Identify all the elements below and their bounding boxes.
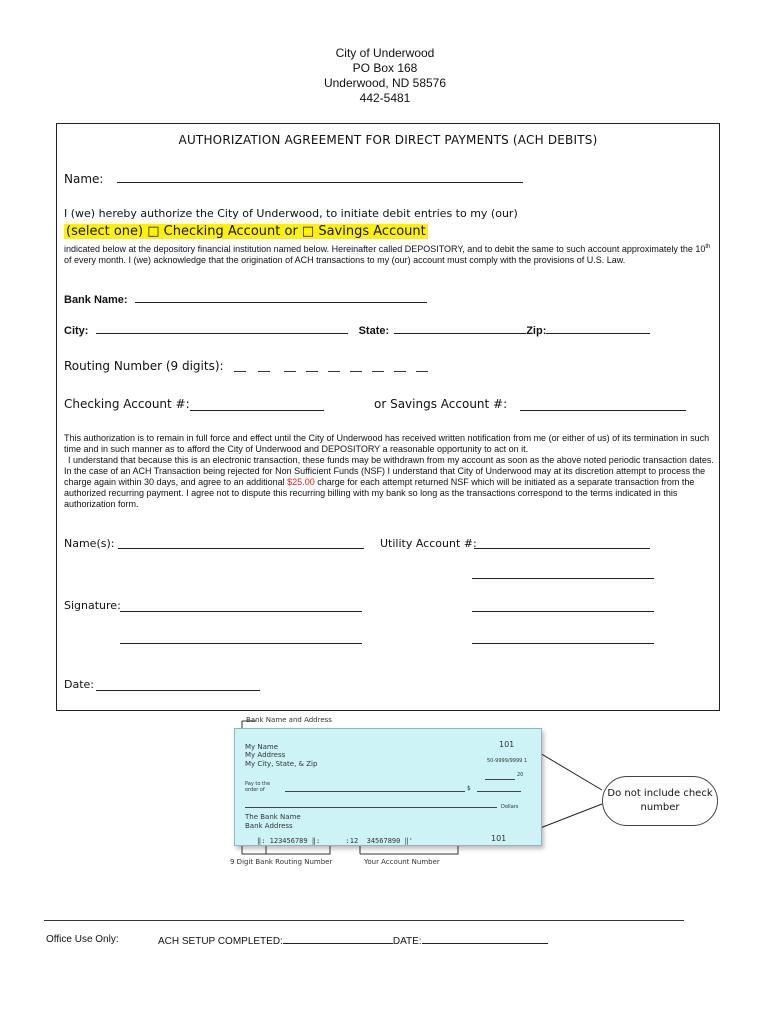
routing-digit-boxes[interactable] (234, 362, 434, 372)
check-date-line (485, 773, 515, 780)
po-box: PO Box 168 (352, 61, 418, 75)
city-field[interactable] (96, 323, 348, 334)
routing-digit[interactable] (284, 371, 296, 372)
zip-label: Zip: (526, 325, 547, 337)
micr-routing-symbol: ‖: (257, 837, 270, 845)
check-amount-line (477, 787, 521, 792)
utility-account-field-3[interactable] (472, 601, 654, 612)
micr-end-symbol: ‖' (400, 837, 413, 845)
routing-digit[interactable] (394, 371, 406, 372)
micr-separator: ‖: : (307, 837, 350, 845)
check-bank-address: Bank Address (245, 822, 293, 830)
signature-field-2[interactable] (120, 633, 362, 644)
check-dollars-label: Dollars (501, 804, 519, 810)
check-dollar-sign: $ (467, 785, 471, 792)
routing-digit[interactable] (306, 371, 318, 372)
name-label: Name: (64, 172, 104, 186)
office-date-label: DATE: (392, 936, 422, 947)
routing-digit[interactable] (350, 371, 362, 372)
utility-account-field-2[interactable] (472, 568, 654, 579)
micr-routing: 123456789 (269, 837, 308, 845)
checking-account-field[interactable] (190, 400, 324, 411)
routing-digit[interactable] (372, 371, 384, 372)
micr-account: 34567890 (366, 837, 401, 845)
names-field[interactable] (118, 538, 364, 549)
para2-bc (64, 455, 716, 510)
signature-field[interactable] (120, 601, 362, 612)
date-label: Date: (64, 678, 94, 691)
check-number-bottom: 101 (491, 834, 507, 843)
office-use-label: Office Use Only: (46, 934, 119, 945)
authorize-text: I (we) hereby authorize the City of Underwood, to initiate debit entries to my (our) (64, 207, 518, 220)
zip-field[interactable] (546, 323, 650, 334)
check-fraction: 50-9999/9999 1 (487, 758, 528, 764)
check-pay-to: Pay to the order of (245, 781, 271, 793)
para1-sup: th (705, 244, 711, 250)
bank-name-address-caption: Bank Name and Address (246, 716, 332, 724)
form-title: AUTHORIZATION AGREEMENT FOR DIRECT PAYMENTS (ACH DEBITS) (178, 133, 598, 147)
check-micr-line (257, 837, 413, 845)
check-my-name: My Name (245, 743, 279, 751)
city-name: City of Underwood (335, 46, 435, 60)
utility-account-field-4[interactable] (472, 633, 654, 644)
account-caption: Your Account Number (364, 858, 440, 866)
savings-account-field[interactable] (520, 400, 686, 411)
phone-number: 442-5481 (359, 91, 411, 105)
signature-label: Signature: (64, 599, 121, 612)
office-date-field[interactable] (422, 934, 548, 944)
routing-digit[interactable] (416, 371, 428, 372)
utility-account-field[interactable] (474, 538, 650, 549)
state-field[interactable] (394, 323, 526, 334)
bank-name-label: Bank Name: (64, 294, 128, 306)
para2-b: I understand that because this is an electronic transaction, these funds may be withdrawn from my account as soon as the above noted periodic transaction dates. In the case of an ACH Transaction being rejected for Non Sufficient Funds (NSF) I understand that City of Underwood may at its discretion attempt to process the charge again within 30 days, and agree to an additional (64, 455, 714, 487)
check-payee-line (285, 787, 465, 792)
routing-digit[interactable] (258, 371, 270, 372)
ach-setup-row (158, 934, 548, 947)
check-written-amount-line (245, 803, 497, 808)
para2-c: charge for each attempt returned NSF which will be initiated as a separate transaction from the authorized recurring payment. I agree not to dispute this recurring billing with my bank so long as the transactions correspond to the terms indicated in this authorization form. (64, 477, 695, 509)
depository-paragraph (64, 242, 716, 266)
names-label: Name(s): (64, 537, 115, 550)
para1-b: of every month. I (we) acknowledge that the origination of ACH transactions to my (our) account must comply with the provisions of U.S. Law. (64, 255, 626, 265)
city-label: City: (64, 325, 89, 337)
check-my-address: My Address (245, 751, 286, 759)
check-bank-name: The Bank Name (245, 813, 301, 821)
ach-setup-field[interactable] (283, 934, 393, 944)
routing-label: Routing Number (9 digits): (64, 359, 224, 373)
date-field[interactable] (96, 680, 260, 691)
check-number-top: 101 (499, 740, 515, 749)
ach-setup-label: ACH SETUP COMPLETED: (158, 936, 283, 947)
micr-prefix: 12 (349, 837, 359, 845)
routing-digit[interactable] (234, 371, 246, 372)
nsf-fee: $25.00 (287, 477, 315, 487)
check-date-suffix: 20 (517, 772, 524, 778)
check-number-callout: Do not include check number (602, 776, 718, 826)
para1-a: indicated below at the depository financial institution named below. Hereinafter called DEPOSITORY, and to debit the same to such account approximately the 10 (64, 244, 706, 254)
check-my-city: My City, State, & Zip (245, 760, 318, 768)
or-savings-label: or Savings Account #: (374, 397, 508, 411)
account-type-select[interactable]: (select one) □ Checking Account or □ Savings Account (66, 224, 426, 239)
bank-name-row (64, 292, 427, 306)
name-row (64, 172, 523, 186)
office-divider (44, 920, 684, 921)
routing-digit[interactable] (328, 371, 340, 372)
para2-a: This authorization is to remain in full force and effect until the City of Underwood has received written notification from me (or either of us) of its termination in such time and in such manner as to afford the City of Underwood and DEPOSITORY a reasonable opportunity to act on it. (64, 433, 710, 454)
terms-paragraph (64, 433, 716, 510)
checking-row (64, 397, 190, 411)
name-field[interactable] (117, 172, 523, 183)
sample-check (234, 728, 542, 846)
utility-account-label: Utility Account #: (380, 537, 477, 550)
routing-row (64, 359, 224, 373)
state-label: State: (358, 325, 390, 337)
bank-name-field[interactable] (135, 292, 427, 303)
city-state-zip: Underwood, ND 58576 (323, 76, 447, 90)
city-state-zip-row (64, 323, 704, 337)
routing-caption: 9 Digit Bank Routing Number (230, 858, 333, 866)
checking-label: Checking Account #: (64, 397, 190, 411)
